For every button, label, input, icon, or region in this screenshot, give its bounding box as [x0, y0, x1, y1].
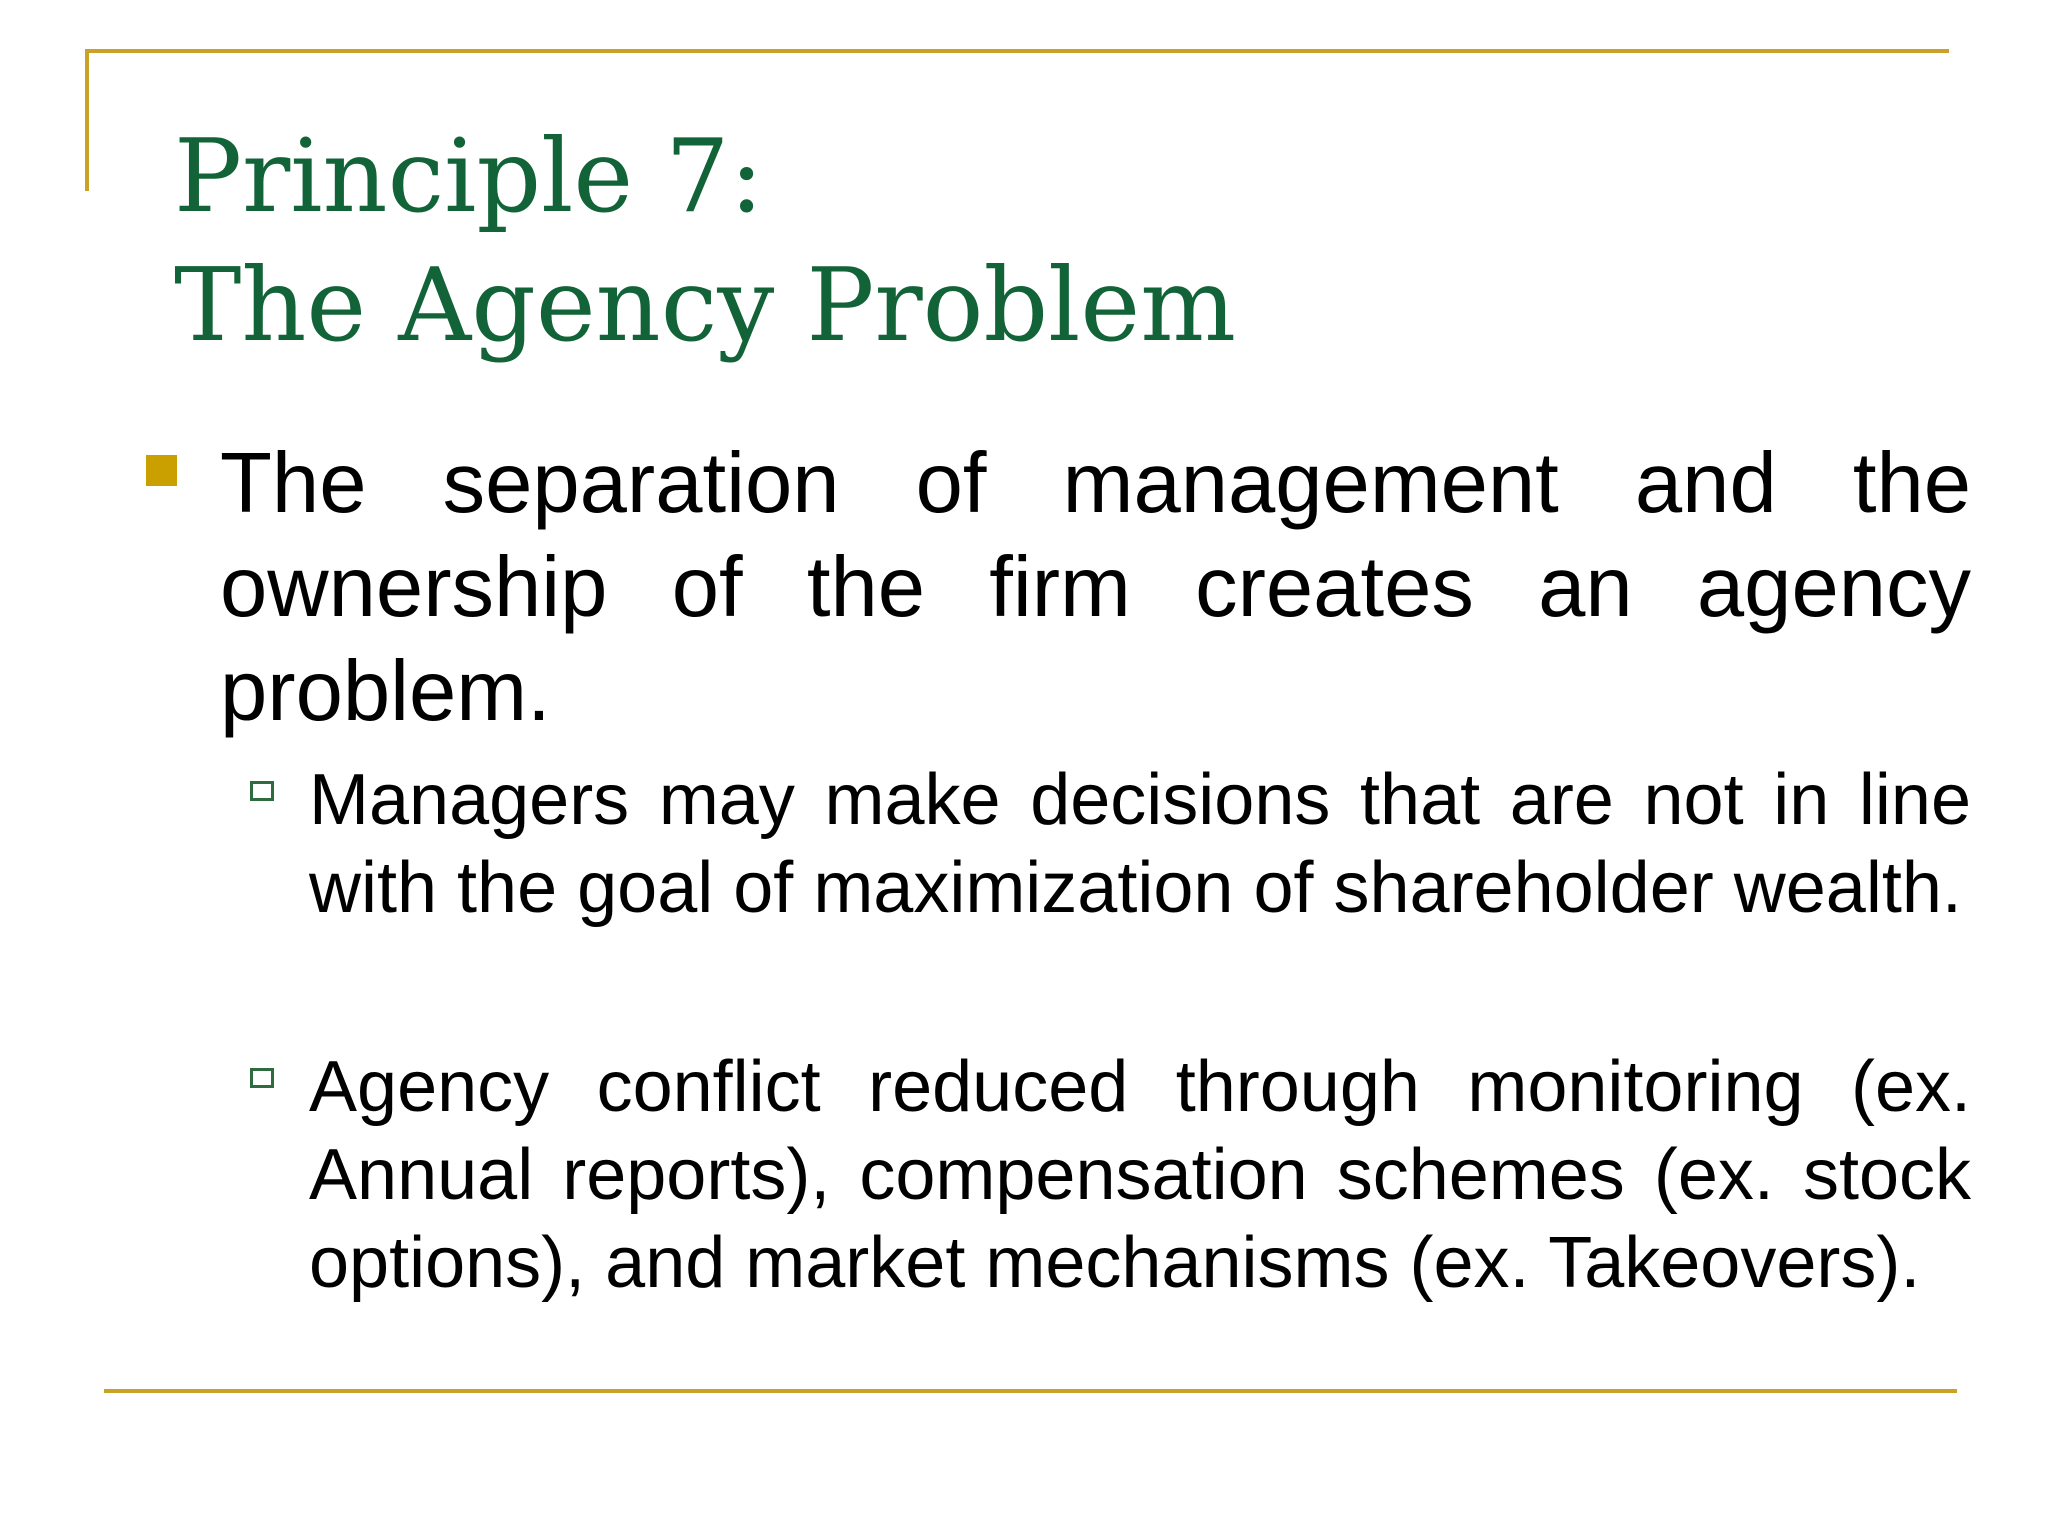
top-rule	[85, 49, 1949, 53]
bottom-rule	[104, 1389, 1957, 1393]
hollow-square-bullet-icon	[250, 1068, 274, 1088]
hollow-square-bullet-icon	[250, 781, 274, 801]
sub-bullet-managers: Managers may make decisions that are not in line with the goal of maximization of shareholder wealth.	[309, 760, 1971, 928]
slide-title	[174, 112, 1674, 370]
square-bullet-icon	[146, 455, 177, 486]
bullet-main: The separation of management and the ownership of the firm creates an agency problem.	[220, 436, 1971, 739]
slide-title-line-1: Principle 7:	[174, 117, 764, 235]
slide-title-line-2: The Agency Problem	[174, 246, 1236, 364]
left-rule	[85, 49, 89, 191]
sub-bullet-agency-conflict: Agency conflict reduced through monitoring (ex. Annual reports), compensation schemes (ex. stock options), and market mechanisms (ex. Takeovers).	[309, 1047, 1971, 1303]
